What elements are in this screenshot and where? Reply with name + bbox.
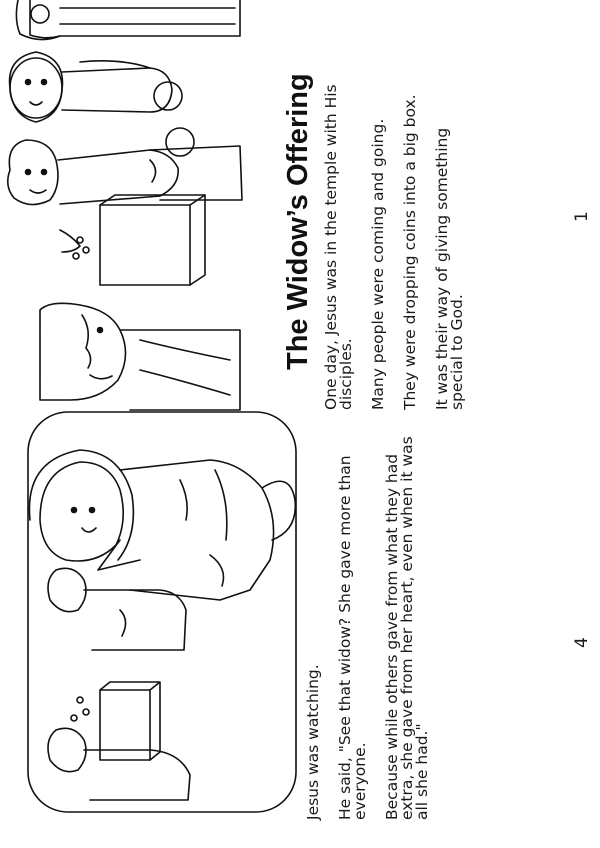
story-paragraph: He said, "See that widow? She gave more than everyone. xyxy=(336,455,369,820)
story-paragraph: Because while others gave from what they had extra, she gave from her heart, even when it was all she had." xyxy=(383,436,431,820)
right-panel xyxy=(282,73,315,370)
page-number-right: 1 xyxy=(572,211,592,222)
story-paragraph: They were dropping coins into a big box. xyxy=(401,94,419,410)
right-panel-story xyxy=(324,80,482,410)
story-paragraph: It was their way of giving something special to God. xyxy=(433,127,466,410)
story-paragraph: Many people were coming and going. xyxy=(369,118,387,410)
page-number-left: 4 xyxy=(572,637,592,648)
story-title: The Widow’s Offering xyxy=(282,73,314,370)
left-panel-story xyxy=(306,425,447,820)
widow-scene-illustration xyxy=(28,412,296,812)
story-paragraph: One day, Jesus was in the temple with His disciples. xyxy=(322,84,355,410)
temple-offering-illustration xyxy=(8,0,242,410)
story-paragraph: Jesus was watching. xyxy=(304,664,322,820)
